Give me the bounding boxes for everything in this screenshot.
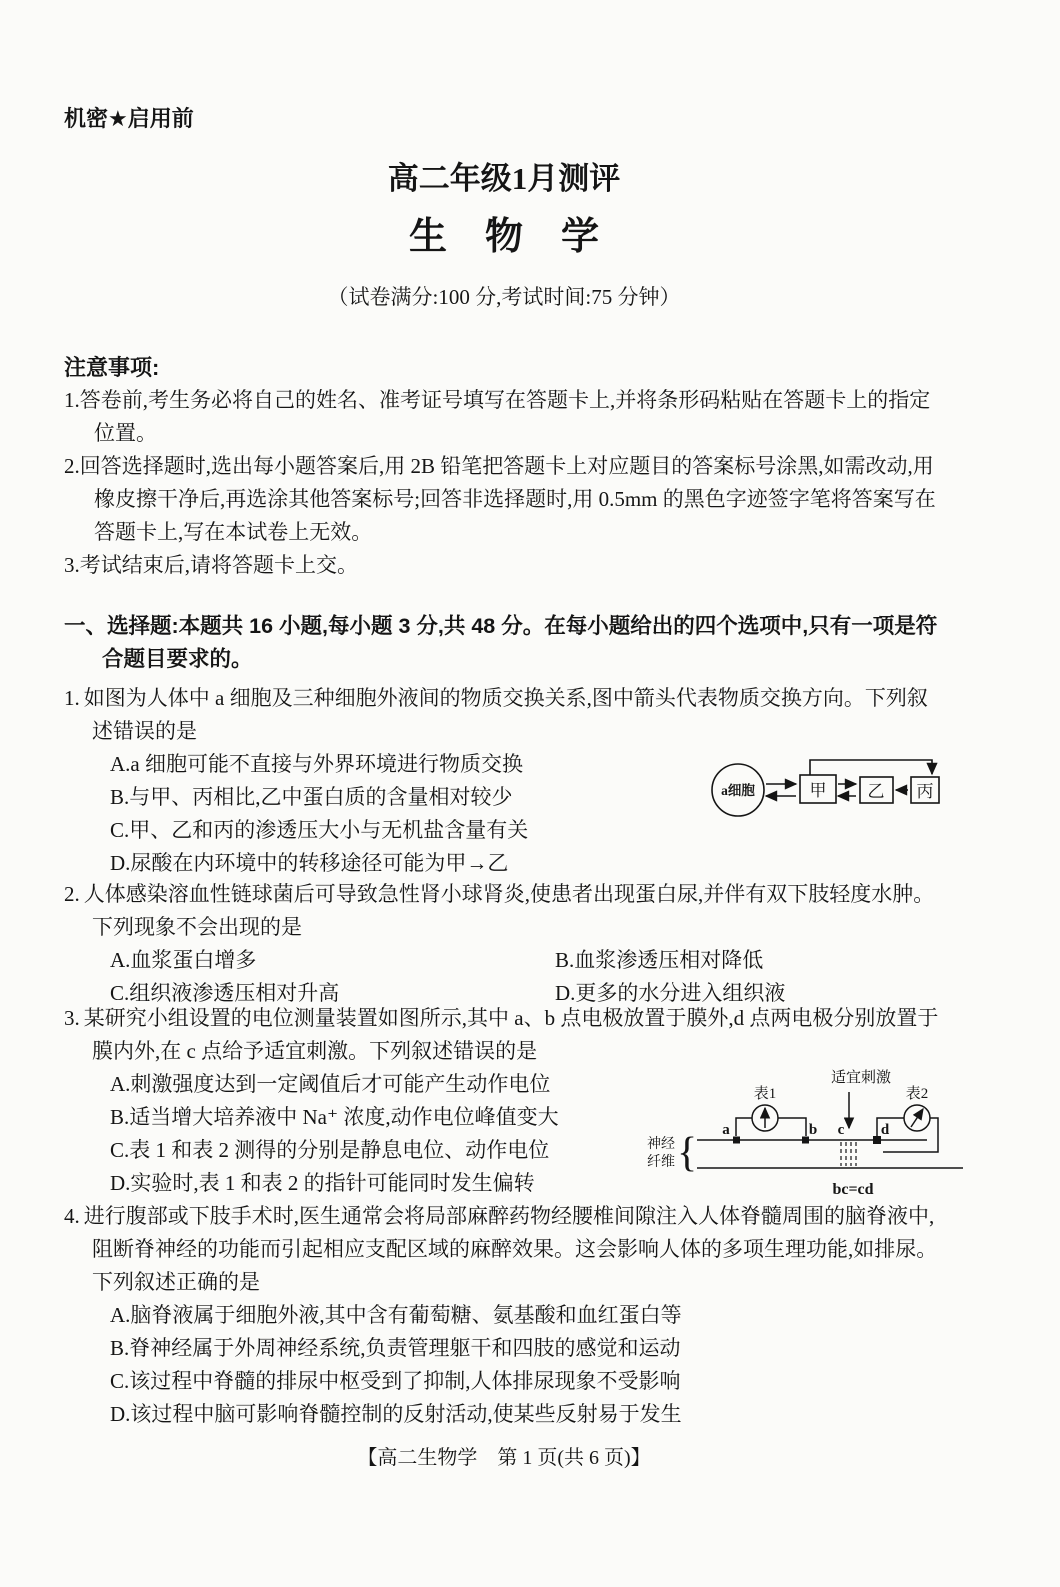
brace-icon: { <box>677 1130 698 1176</box>
fiber-label-line1: 神经 <box>647 1137 675 1152</box>
question-stem-text: 某研究小组设置的电位测量装置如图所示,其中 a、b 点电极放置于膜外,d 点两电极分别放置于膜内外,在 c 点给予适宜刺激。下列叙述错误的是 <box>83 1006 939 1063</box>
notice-item: 3.考试结束后,请将答题卡上交。 <box>64 553 358 577</box>
option-item: D.实验时,表 1 和表 2 的指针可能同时发生偏转 <box>110 1171 535 1195</box>
fiber-label-line2: 纤维 <box>647 1155 675 1170</box>
question-1 <box>64 682 944 880</box>
confidential-label: 机密★启用前 <box>64 106 194 131</box>
option-item: C.该过程中脊髓的排尿中枢受到了抑制,人体排尿现象不受影响 <box>110 1369 681 1393</box>
exam-info: （试卷满分:100 分,考试时间:75 分钟） <box>327 285 681 309</box>
arrow-jia-to-bing-icon <box>810 760 932 775</box>
stimulus-hatch-lines <box>841 1142 856 1166</box>
option-item: B.血浆渗透压相对降低 <box>555 948 764 972</box>
question-options <box>64 1299 944 1431</box>
point-label-a: a <box>722 1122 730 1138</box>
point-label-b: b <box>808 1122 818 1138</box>
box-jia-label: 甲 <box>809 781 827 800</box>
option-item: C.甲、乙和丙的渗透压大小与无机盐含量有关 <box>110 818 529 842</box>
page-content <box>64 104 944 676</box>
option-item: A.a 细胞可能不直接与外界环境进行物质交换 <box>110 752 523 776</box>
question-3 <box>64 1002 944 1200</box>
meter1-wire-b <box>778 1118 806 1136</box>
meter1-wire-a <box>736 1118 752 1136</box>
question-2 <box>64 878 944 1010</box>
option-item: A.血浆蛋白增多 <box>110 948 257 972</box>
notices-header: 注意事项: <box>64 355 160 380</box>
option-item: B.适当增大培养液中 Na⁺ 浓度,动作电位峰值变大 <box>110 1105 559 1129</box>
question-number: 2. <box>64 882 80 906</box>
option-item: C.表 1 和表 2 测得的分别是静息电位、动作电位 <box>110 1138 550 1162</box>
notice-item: 2.回答选择题时,选出每小题答案后,用 2B 铅笔把答题卡上对应题目的答案标号涂黑,如需改动,用橡皮擦干净后,再选涂其他答案标号;回答非选择题时,用 0.5mm 的黑色字迹签字笔将答案写在答题卡上,写在本试卷上无效。 <box>64 454 936 544</box>
notices <box>64 352 944 582</box>
stimulus-label: 适宜刺激 <box>830 1070 892 1086</box>
option-item: B.脊神经属于外周神经系统,负责管理躯干和四肢的感觉和运动 <box>110 1336 681 1360</box>
question-stem <box>64 878 944 944</box>
question-4 <box>64 1200 944 1431</box>
meter2-needle-icon <box>911 1109 923 1127</box>
box-bing-label: 丙 <box>916 782 934 801</box>
question-stem-text: 进行腹部或下肢手术时,医生通常会将局部麻醉药物经腰椎间隙注入人体脊髓周围的脑脊液中,阻断脊神经的功能而引起相应支配区域的麻醉效果。这会影响人体的多项生理功能,如排尿。下列叙述正确的是 <box>83 1204 938 1294</box>
option-item: A.刺激强度达到一定阈值后才可能产生动作电位 <box>110 1072 551 1096</box>
question-options <box>64 944 944 1010</box>
section-header: 一、选择题:本题共 16 小题,每小题 3 分,共 48 分。在每小题给出的四个选项中,只有一项是符合题目要求的。 <box>64 614 938 671</box>
option-item: C.组织液渗透压相对升高 <box>110 981 340 1005</box>
exam-title: 高二年级1月测评 <box>387 161 621 196</box>
meter1-label: 表1 <box>753 1086 777 1102</box>
meter2-label: 表2 <box>905 1086 929 1102</box>
notice-item: 1.答卷前,考生务必将自己的姓名、准考证号填写在答题卡上,并将条形码粘贴在答题卡上的指定位置。 <box>64 388 931 445</box>
electrode-a <box>733 1137 740 1144</box>
option-item: B.与甲、丙相比,乙中蛋白质的含量相对较少 <box>110 785 513 809</box>
substance-exchange-diagram <box>700 754 940 824</box>
question-number: 4. <box>64 1204 80 1228</box>
bc-cd-note: bc=cd <box>832 1181 874 1198</box>
box-yi-label: 乙 <box>867 782 885 801</box>
question-stem <box>64 1200 944 1299</box>
subject-title: 生 物 学 <box>408 216 599 258</box>
page-footer: 【高二生物学 第 1 页(共 6 页)】 <box>357 1447 651 1469</box>
option-item: D.该过程中脑可影响脊髓控制的反射活动,使某些反射易于发生 <box>110 1402 682 1426</box>
question-stem-text: 人体感染溶血性链球菌后可导致急性肾小球肾炎,使患者出现蛋白尿,并伴有双下肢轻度水肿。下列现象不会出现的是 <box>83 882 935 939</box>
question-number: 3. <box>64 1006 80 1030</box>
electrode-d <box>873 1136 881 1144</box>
option-item: D.更多的水分进入组织液 <box>555 981 786 1005</box>
point-label-c: c <box>837 1122 845 1138</box>
cell-a-label: a细胞 <box>721 783 755 798</box>
option-item: A.脑脊液属于细胞外液,其中含有葡萄糖、氨基酸和血红蛋白等 <box>110 1303 682 1327</box>
question-stem-text: 如图为人体中 a 细胞及三种细胞外液间的物质交换关系,图中箭头代表物质交换方向。下列叙述错误的是 <box>83 686 928 743</box>
question-stem <box>64 1002 944 1068</box>
option-item: D.尿酸在内环境中的转移途径可能为甲→乙 <box>110 851 509 875</box>
potential-measurement-diagram <box>645 1062 965 1200</box>
point-label-d: d <box>880 1122 890 1138</box>
question-stem <box>64 682 944 748</box>
question-number: 1. <box>64 686 80 710</box>
